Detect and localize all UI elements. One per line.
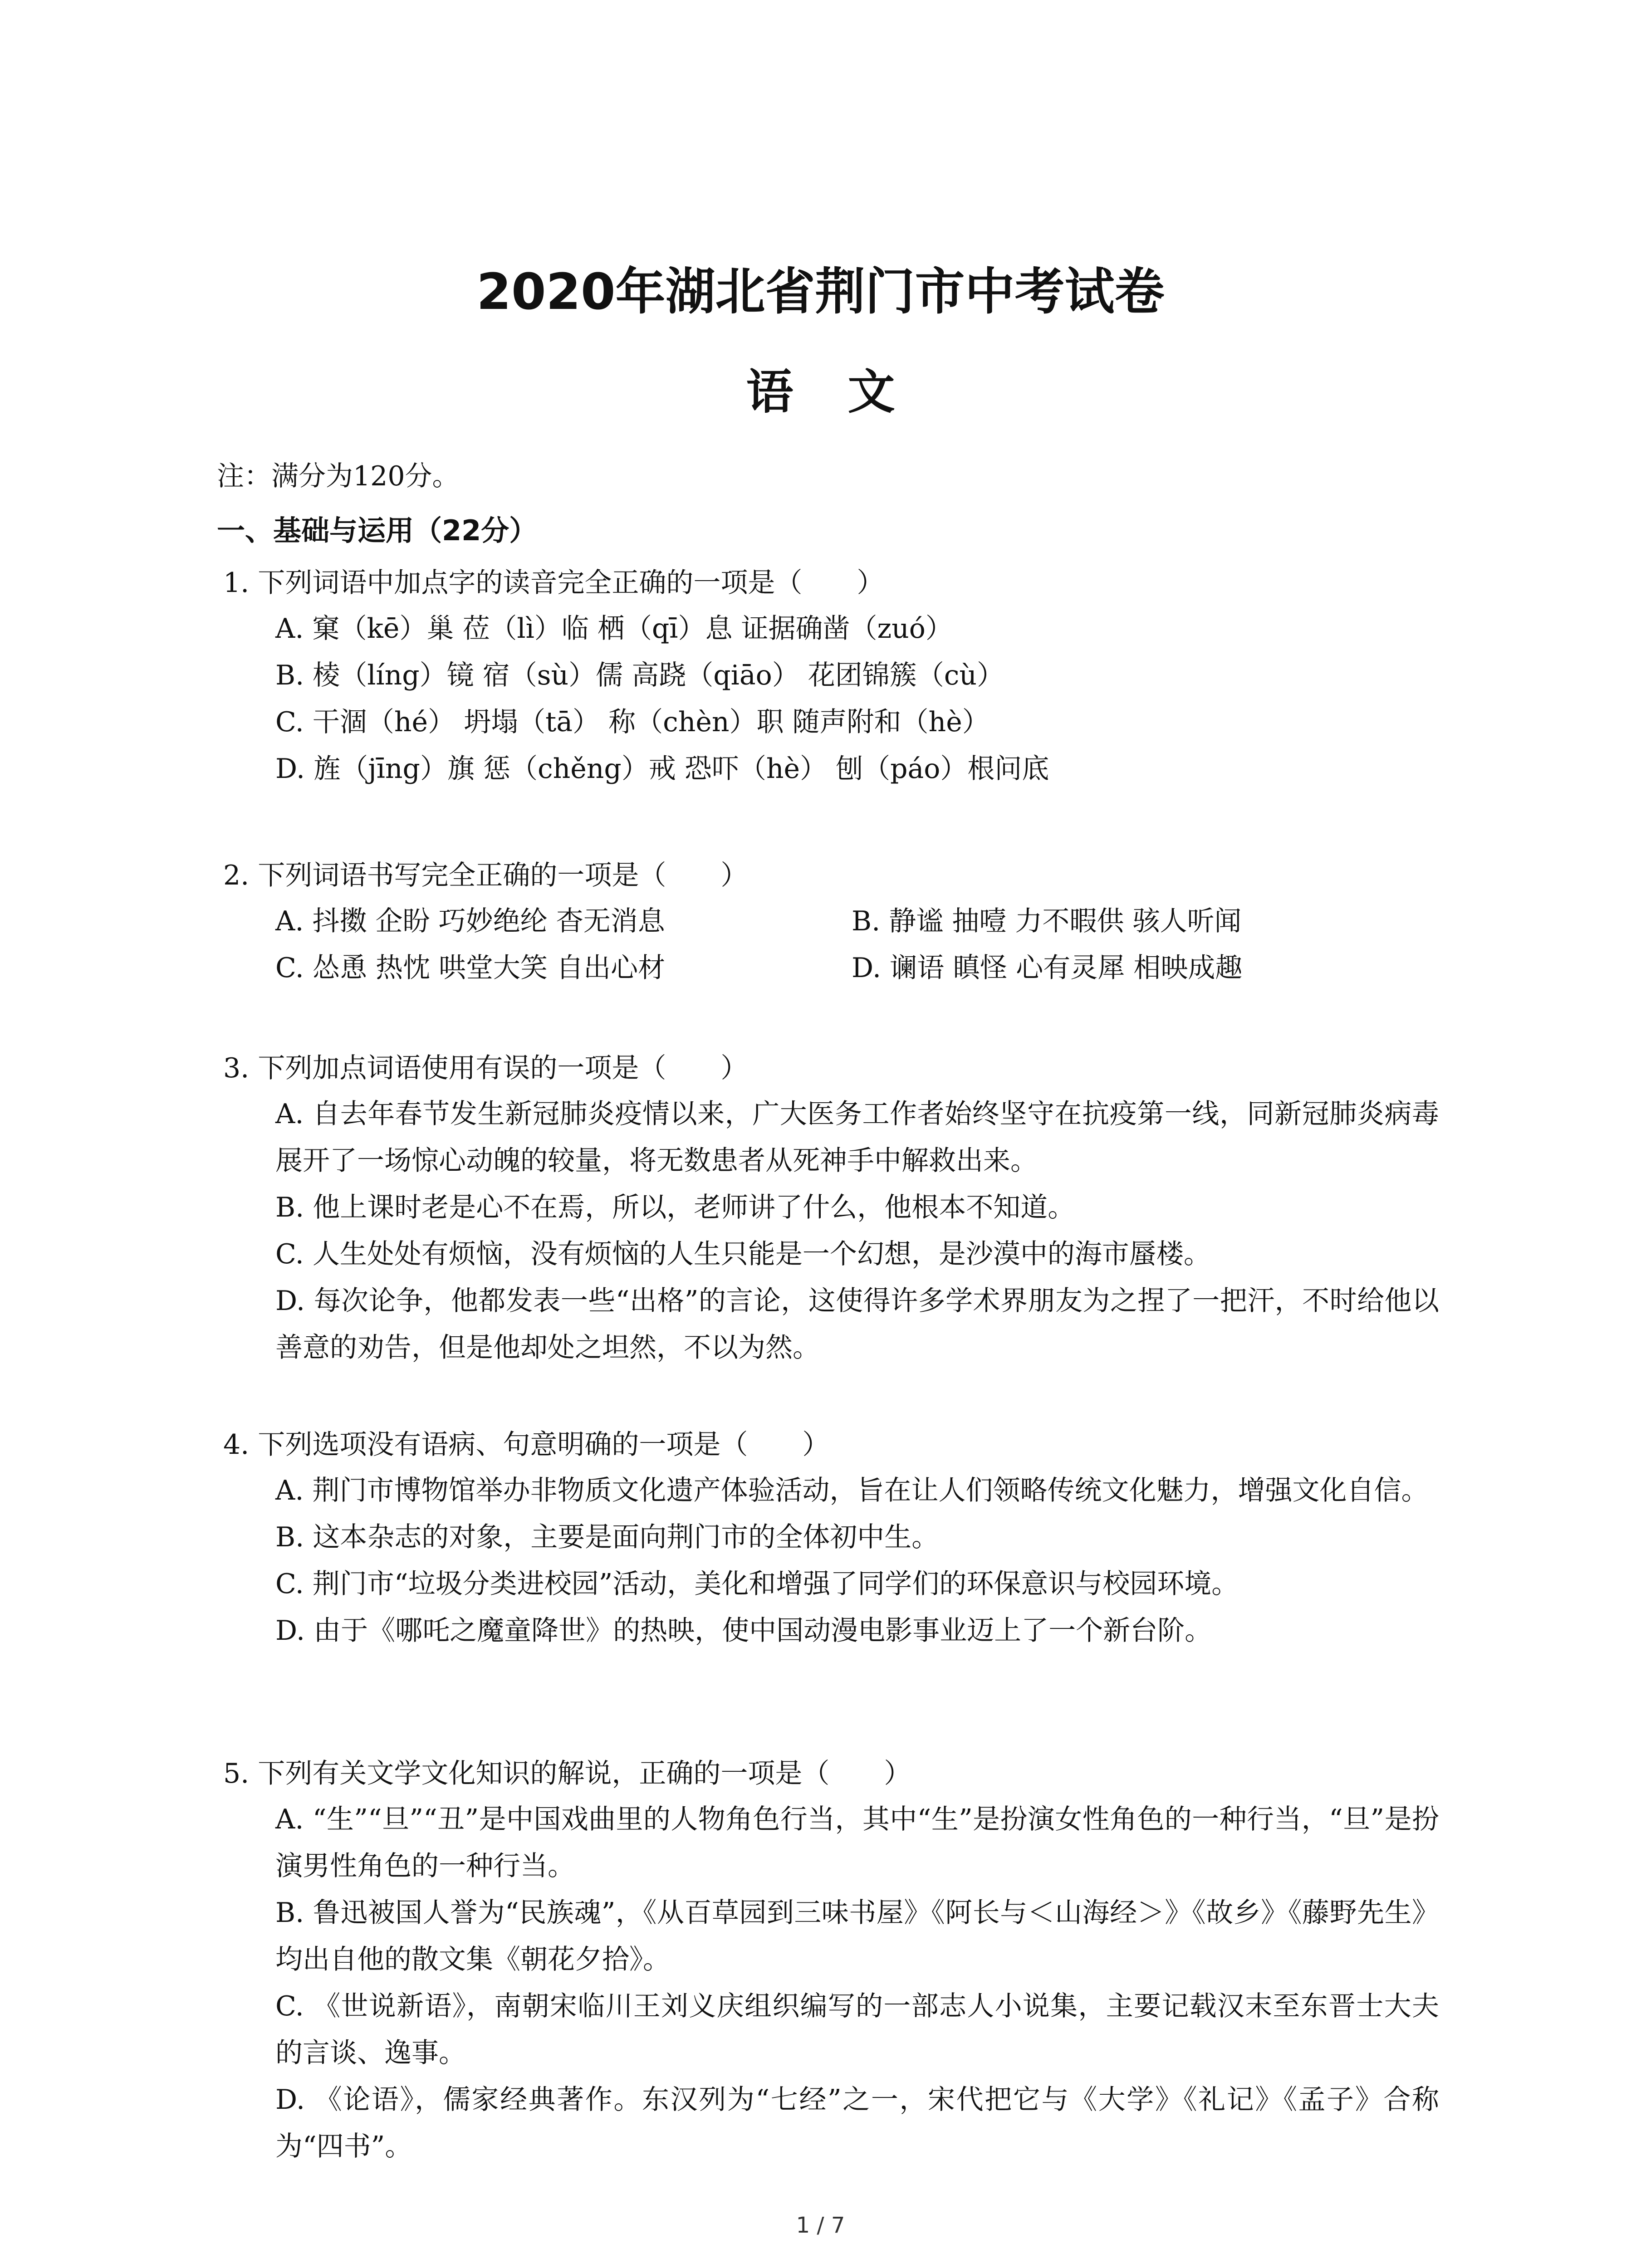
option-c: C. 干涸（hé） 坍塌（tā） 称（chèn）职 随声附和（hè） [275, 706, 989, 738]
question-stem: 4. 下列选项没有语病、句意明确的一项是（ ） [223, 1429, 830, 1461]
option-c: C. 《世说新语》，南朝宋临川王刘义庆组织编写的一部志人小说集，主要记载汉末至东晋士大夫的言谈、逸事。 [275, 1990, 1439, 2069]
question-2 [223, 853, 1439, 992]
option-b: B. 这本杂志的对象，主要是面向荆门市的全体初中生。 [275, 1521, 939, 1553]
question-3 [223, 1046, 1439, 1371]
option-d: D. 《论语》，儒家经典著作。东汉列为“七经”之一，宋代把它与《大学》《礼记》《孟子》合称为“四书”。 [275, 2084, 1439, 2162]
option-a: A. “生”“旦”“丑”是中国戏曲里的人物角色行当，其中“生”是扮演女性角色的一种行当，“旦”是扮演男性角色的一种行当。 [275, 1804, 1439, 1882]
question-stem: 2. 下列词语书写完全正确的一项是（ ） [223, 860, 748, 891]
option-c: C. 荆门市“垃圾分类进校园”活动，美化和增强了同学们的环保意识与校园环境。 [275, 1568, 1239, 1600]
subject-title: 语文 [746, 364, 950, 420]
option-a: A. 荆门市博物馆举办非物质文化遗产体验活动，旨在让人们领略传统文化魅力，增强文化自信。 [275, 1475, 1429, 1506]
option-b: B. 鲁迅被国人誉为“民族魂”，《从百草园到三味书屋》《阿长与＜山海经＞》《故乡》《藤野先生》均出自他的散文集《朝花夕拾》。 [275, 1897, 1439, 1975]
option-d: D. 由于《哪吒之魔童降世》的热映，使中国动漫电影事业迈上了一个新台阶。 [275, 1615, 1212, 1647]
option-a: A. 抖擞 企盼 巧妙绝纶 杳无消息 [275, 905, 665, 937]
option-d: D. 谰语 瞋怪 心有灵犀 相映成趣 [852, 952, 1243, 984]
exam-title: 2020年湖北省荆门市中考试卷 [476, 263, 1165, 321]
option-d: D. 旌（jīng）旗 惩（chěng）戒 恐吓（hè） 刨（páo）根问底 [275, 753, 1049, 785]
question-stem: 3. 下列加点词语使用有误的一项是（ ） [223, 1052, 748, 1084]
section-heading: 一、基础与运用（22分） [217, 514, 538, 547]
option-b: B. 静谧 抽噎 力不暇供 骇人听闻 [852, 905, 1242, 937]
option-a: A. 自去年春节发生新冠肺炎疫情以来，广大医务工作者始终坚守在抗疫第一线，同新冠肺炎病毒展开了一场惊心动魄的较量，将无数患者从死神手中解救出来。 [275, 1098, 1439, 1177]
options-row [223, 898, 1439, 945]
page-number: 1 / 7 [796, 2213, 845, 2238]
question-4 [223, 1422, 1439, 1654]
question-1 [223, 560, 1439, 792]
option-d: D. 每次论争，他都发表一些“出格”的言论，这使得许多学术界朋友为之捏了一把汗，不时给他以善意的劝告，但是他却处之坦然，不以为然。 [275, 1285, 1439, 1364]
option-b: B. 棱（líng）镜 宿（sù）儒 高跷（qiāo） 花团锦簇（cù） [275, 660, 1004, 691]
question-stem: 5. 下列有关文学文化知识的解说，正确的一项是（ ） [223, 1758, 911, 1789]
question-stem: 1. 下列词语中加点字的读音完全正确的一项是（ ） [223, 567, 884, 599]
options-row [223, 945, 1439, 992]
score-note: 注：满分为120分。 [217, 460, 460, 492]
option-b: B. 他上课时老是心不在焉，所以，老师讲了什么，他根本不知道。 [275, 1192, 1075, 1223]
question-5 [223, 1751, 1439, 2170]
option-c: C. 人生处处有烦恼，没有烦恼的人生只能是一个幻想，是沙漠中的海市蜃楼。 [275, 1238, 1211, 1270]
option-c: C. 怂恿 热忱 哄堂大笑 自出心材 [275, 952, 666, 984]
option-a: A. 窠（kē）巢 莅（lì）临 栖（qī）息 证据确凿（zuó） [275, 613, 953, 645]
